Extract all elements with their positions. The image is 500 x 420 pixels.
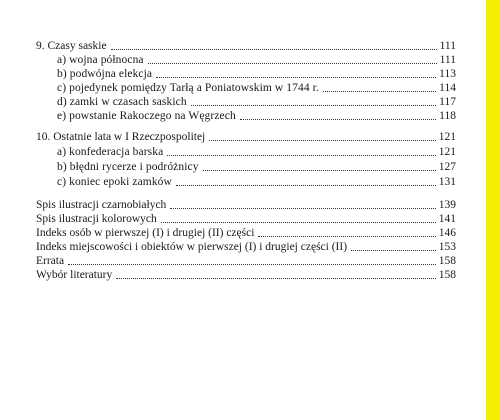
toc-appendix-item: [36, 197, 456, 211]
toc-page-number: 118: [439, 110, 456, 122]
toc-page-number: 121: [438, 146, 456, 158]
dot-leader: [323, 91, 436, 92]
toc-page-number: 114: [439, 82, 456, 94]
dot-leader: [161, 222, 436, 223]
toc-page-number: 158: [438, 255, 456, 267]
toc-entry-label: a) wojna północna: [57, 54, 144, 66]
toc-entry-label: d) zamki w czasach saskich: [57, 96, 187, 108]
dot-leader: [240, 119, 436, 120]
dot-leader: [68, 264, 436, 265]
toc-page-number: 127: [438, 161, 456, 173]
toc-page-number: 139: [438, 199, 456, 211]
toc-item: [57, 144, 456, 158]
toc-page-number: 117: [439, 96, 456, 108]
toc-entry-label: 9. Czasy saskie: [36, 40, 107, 52]
toc-page-number: 158: [438, 269, 456, 281]
toc-appendix-item: [36, 253, 456, 267]
toc-entry-label: Wybór literatury: [36, 269, 113, 281]
toc-item: [57, 174, 456, 188]
page-edge-strip: [486, 0, 500, 420]
toc-item: [57, 159, 456, 173]
toc-page-number: 111: [439, 40, 456, 52]
toc-item: [57, 52, 456, 66]
dot-leader: [176, 185, 436, 186]
toc-entry-label: b) podwójna elekcja: [57, 68, 153, 80]
toc-chapter-9: [36, 38, 456, 52]
toc-chapter-10: [36, 129, 456, 143]
toc-page-number: 113: [439, 68, 456, 80]
toc-item: [57, 94, 456, 108]
dot-leader: [258, 236, 435, 237]
toc-entry-label: Spis ilustracji czarnobiałych: [36, 199, 167, 211]
toc-entry-label: a) konfederacja barska: [57, 146, 164, 158]
toc-page-number: 111: [439, 54, 456, 66]
toc-appendix-item: [36, 211, 456, 225]
toc-page-number: 153: [438, 241, 456, 253]
dot-leader: [351, 250, 436, 251]
toc-entry-label: c) koniec epoki zamków: [57, 176, 172, 188]
toc-entry-label: c) pojedynek pomiędzy Tarłą a Poniatowskim w 1744 r.: [57, 82, 319, 94]
toc-item: [57, 66, 456, 80]
toc-page-number: 131: [438, 176, 456, 188]
toc-item: [57, 108, 456, 122]
toc-entry-label: Indeks osób w pierwszej (I) i drugiej (II) części: [36, 227, 255, 239]
toc-page-number: 146: [438, 227, 456, 239]
dot-leader: [111, 49, 437, 50]
dot-leader: [170, 208, 435, 209]
toc-appendix-item: [36, 239, 456, 253]
dot-leader: [116, 278, 435, 279]
toc-entry-label: Spis ilustracji kolorowych: [36, 213, 157, 225]
dot-leader: [203, 170, 436, 171]
dot-leader: [167, 155, 435, 156]
dot-leader: [156, 77, 436, 78]
toc-appendix-item: [36, 267, 456, 281]
toc-entry-label: Errata: [36, 255, 65, 267]
toc-page-number: 121: [438, 131, 456, 143]
toc-entry-label: b) błędni rycerze i podróżnicy: [57, 161, 199, 173]
toc-appendix-item: [36, 225, 456, 239]
toc-entry-label: Indeks miejscowości i obiektów w pierwszej (I) i drugiej części (II): [36, 241, 348, 253]
dot-leader: [148, 63, 437, 64]
dot-leader: [191, 105, 436, 106]
toc-entry-label: e) powstanie Rakoczego na Węgrzech: [57, 110, 236, 122]
dot-leader: [209, 140, 435, 141]
toc-entry-label: 10. Ostatnie lata w I Rzeczpospolitej: [36, 131, 206, 143]
toc-item: [57, 80, 456, 94]
toc-page-number: 141: [438, 213, 456, 225]
